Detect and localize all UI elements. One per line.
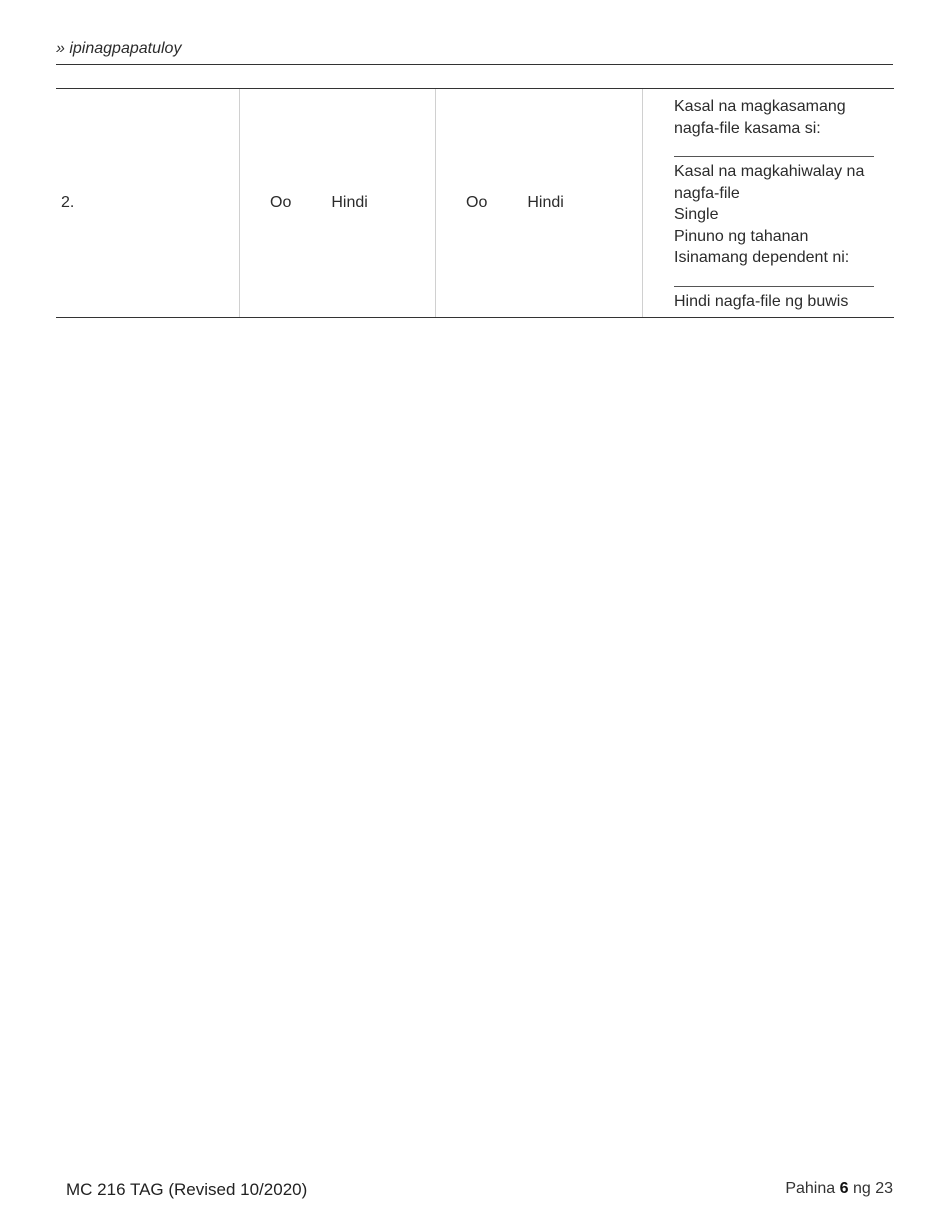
page-total: 23 [875,1180,893,1197]
header-divider [56,64,893,65]
option-head-of-household[interactable]: Pinuno ng tahanan [674,227,809,245]
married-joint-line2: nagfa-file kasama si: [674,119,821,137]
married-separate-line2: nagfa-file [674,184,740,202]
question1-cell [240,89,436,317]
married-separate-line1: Kasal na magkahiwalay na [674,163,865,180]
row-number-cell [56,89,240,317]
household-member-table [56,88,894,318]
question2-no-option[interactable]: Hindi [527,194,564,211]
question1-yes-option[interactable]: Oo [270,194,292,211]
tax-status-cell [643,89,894,317]
page-current: 6 [839,1180,849,1197]
option-married-separate[interactable] [674,161,864,204]
question2-yes-option[interactable]: Oo [466,194,488,211]
option-not-filing[interactable]: Hindi nagfa-file ng buwis [674,292,849,310]
married-joint-line1: Kasal na magkasamang [674,98,846,115]
row-number: 2. [61,194,75,211]
joint-spouse-name-field[interactable] [674,156,874,157]
question2-cell [436,89,643,317]
option-dependent-of[interactable]: Isinamang dependent ni: [674,249,850,266]
dependent-of-name-field[interactable] [674,286,874,287]
page-prefix: Pahina [785,1180,836,1197]
question1-no-option[interactable]: Hindi [331,194,368,211]
option-married-joint[interactable] [674,96,846,139]
form-id: MC 216 TAG (Revised 10/2020) [66,1180,308,1199]
option-single[interactable]: Single [674,206,719,223]
page-separator: ng [852,1180,871,1197]
continued-label: » ipinagpapatuloy [56,40,182,57]
page-indicator [785,1180,893,1198]
